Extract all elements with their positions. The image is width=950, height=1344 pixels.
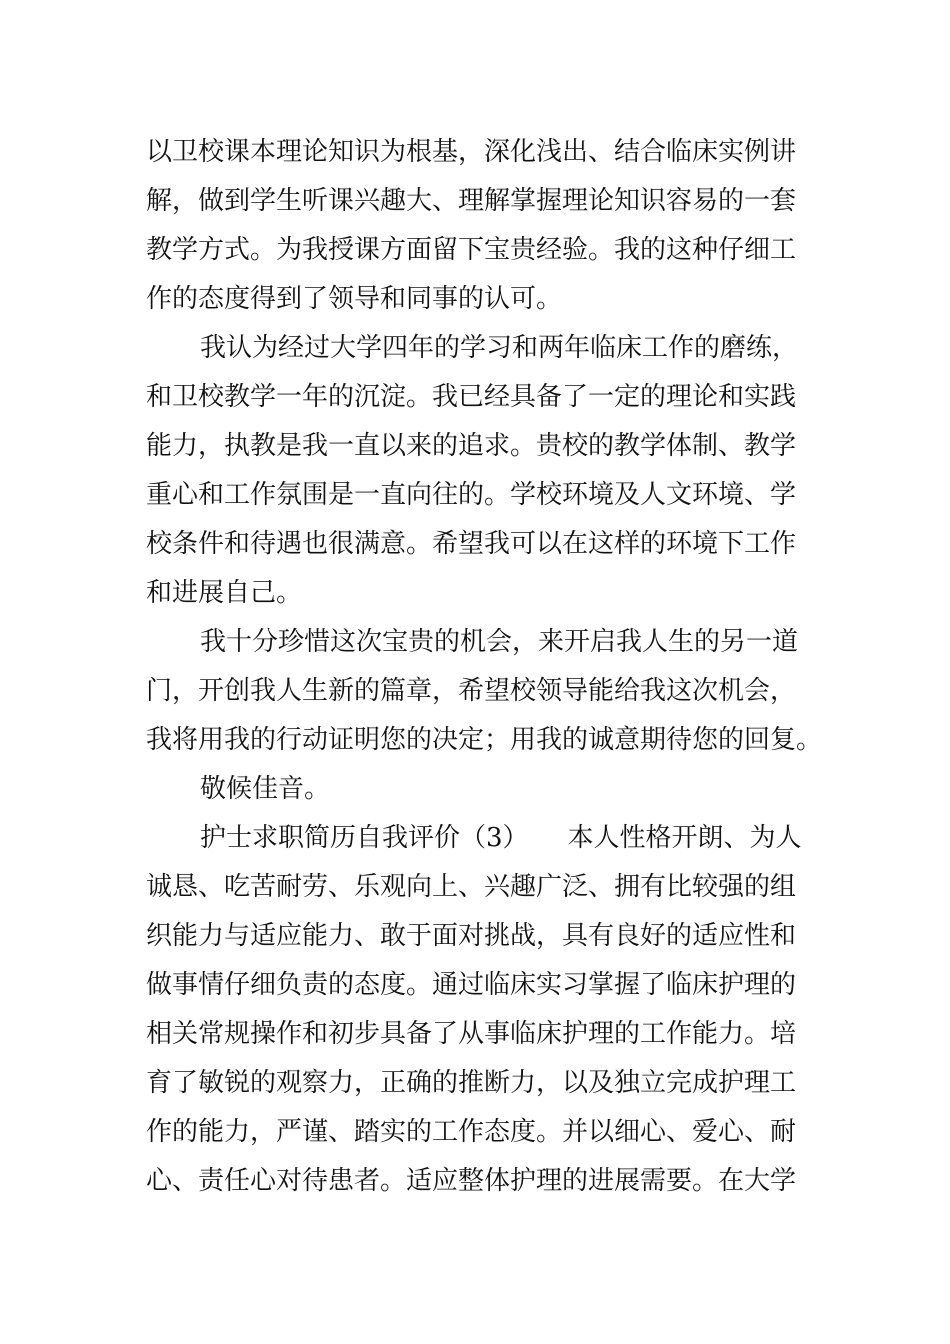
text-line: 我将用我的行动证明您的决定；用我的诚意期待您的回复。 bbox=[146, 725, 823, 755]
text-line: 教学方式。为我授课方面留下宝贵经验。我的这种仔细工 bbox=[146, 235, 797, 265]
text-line: 织能力与适应能力、敢于面对挑战，具有良好的适应性和 bbox=[146, 921, 797, 951]
text-line: 心、责任心对待患者。适应整体护理的进展需要。在大学 bbox=[146, 1166, 797, 1196]
text-line: 和卫校教学一年的沉淀。我已经具备了一定的理论和实践 bbox=[146, 382, 797, 412]
text-line: 做事情仔细负责的态度。通过临床实习掌握了临床护理的 bbox=[146, 970, 797, 1000]
body-text bbox=[146, 128, 823, 1206]
text-line: 我十分珍惜这次宝贵的机会，来开启我人生的另一道 bbox=[200, 627, 799, 657]
text-line: 作的态度得到了领导和同事的认可。 bbox=[146, 284, 563, 314]
text-line: 诚恳、吃苦耐劳、乐观向上、兴趣广泛、拥有比较强的组 bbox=[146, 872, 797, 902]
text-line: 育了敏锐的观察力，正确的推断力，以及独立完成护理工 bbox=[146, 1068, 797, 1098]
text-line: 解，做到学生听课兴趣大、理解掌握理论知识容易的一套 bbox=[146, 186, 797, 216]
text-line: 校条件和待遇也很满意。希望我可以在这样的环境下工作 bbox=[146, 529, 797, 559]
text-line: 门，开创我人生新的篇章，希望校领导能给我这次机会， bbox=[146, 676, 797, 706]
text-line: 敬候佳音。 bbox=[200, 774, 331, 804]
text-line: 相关常规操作和初步具备了从事临床护理的工作能力。培 bbox=[146, 1019, 797, 1049]
text-line: 和进展自己。 bbox=[146, 578, 303, 608]
text-line: 作的能力，严谨、踏实的工作态度。并以细心、爱心、耐 bbox=[146, 1117, 797, 1147]
text-line: 能力，执教是我一直以来的追求。贵校的教学体制、教学 bbox=[146, 431, 797, 461]
text-line: 护士求职简历自我评价（3） 本人性格开朗、为人 bbox=[200, 823, 802, 853]
text-line: 我认为经过大学四年的学习和两年临床工作的磨练， bbox=[200, 333, 799, 363]
text-line: 以卫校课本理论知识为根基，深化浅出、结合临床实例讲 bbox=[146, 137, 797, 167]
text-line: 重心和工作氛围是一直向往的。学校环境及人文环境、学 bbox=[146, 480, 797, 510]
